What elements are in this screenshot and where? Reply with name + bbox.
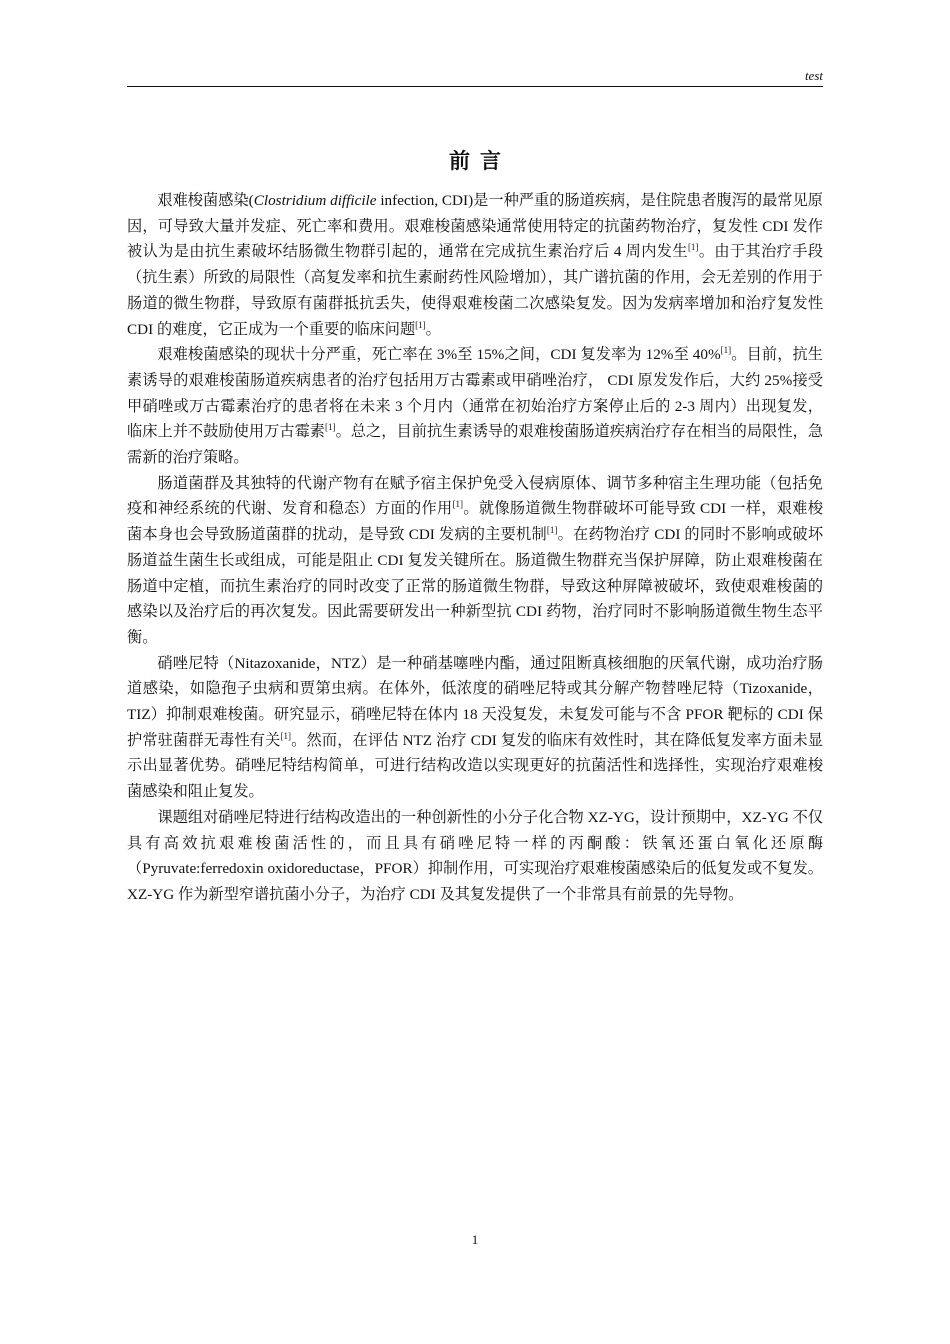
paragraph-text: 。在药物治疗 CDI 的同时不影响或破坏肠道益生菌生长或组成，可能是阻止 CDI 复发关键所在。肠道微生物群充当保护屏障，防止艰难梭菌在肠道中定植，而抗生素治疗的同时改变了正常的肠道微生物群，导致这种屏障被破坏，致使艰难梭菌的感染以及治疗后的再次复发。因此需要研发出一种新型抗 CDI 药物，治疗同时不影响肠道微生物生态平衡。 (127, 526, 824, 646)
citation: [1] (687, 242, 699, 253)
paragraph-text: 。由于其治疗手段（抗生素）所致的局限性（高复发率和抗生素耐药性风险增加），其广谱抗菌的作用，会无差别的作用于肠道的微生物群，导致原有菌群抵抗丢失，使得艰难梭菌二次感染复发。因为发病率增加和治疗复发性 CDI 的难度，它正成为一个重要的临床问题 (127, 243, 824, 338)
paragraph-text: 。然而，在评估 NTZ 治疗 CDI 复发的临床有效性时，其在降低复发率方面未显示出显著优势。硝唑尼特结构简单，可进行结构改造以实现更好的抗菌活性和选择性，实现治疗艰难梭菌感染和阻止复发。 (127, 731, 823, 801)
citation: [1] (546, 525, 558, 536)
citation: [1] (325, 422, 336, 433)
paragraph-text: 艰难梭菌感染( (157, 192, 254, 209)
page-title: 前言 (449, 149, 511, 173)
paragraph-text: 。目前，抗生素诱导的艰难梭菌肠道疾病患者的治疗包括用万古霉素或甲硝唑治疗， CDI 原发发作后，大约 25%接受甲硝唑或万古霉素治疗的患者将在未来 3 个月内（通常在初始治疗方案停止后的 2-3 周内）出现复发，临床上并不鼓励使用万古霉素 (127, 346, 823, 441)
header-rule (127, 86, 823, 87)
body-text (127, 188, 823, 908)
paragraph-text: 肠道菌群及其独特的代谢产物有在赋予宿主保护免受入侵病原体、调节多种宿主生理功能（包括免疫和神经系统的代谢、发育和稳态）方面的作用 (127, 474, 823, 518)
paragraph-text: 艰难梭菌感染的现状十分严重，死亡率在 3%至 15%之间，CDI 复发率为 12%至 40% (157, 346, 721, 364)
species-name: Clostridium difficile (253, 192, 377, 209)
citation: [1] (452, 499, 464, 510)
paragraph-5: 课题组对硝唑尼特进行结构改造出的一种创新性的小分子化合物 XZ-YG，设计预期中，XZ-YG 不仅具有高效抗艰难梭菌活性的，而且具有硝唑尼特一样的丙酮酸：铁氧还蛋白氧化还原酶（Pyruvate:ferredoxin oxidoreductase，PFOR）抑制作用，可实现治疗艰难梭菌感染后的低复发或不复发。XZ-YG 作为新型窄谱抗菌小分子，为治疗 CDI 及其复发提供了一个非常具有前景的先导物。 (127, 808, 823, 903)
paragraph-text: 。总之，目前抗生素诱导的艰难梭菌肠道疾病治疗存在相当的局限性，急需新的治疗策略。 (127, 423, 824, 467)
paragraph-text: 。 (425, 320, 441, 338)
paragraph-1 (127, 188, 823, 342)
paragraph-text: 硝唑尼特（Nitazoxanide，NTZ）是一种硝基噻唑内酯，通过阻断真核细胞的厌氧代谢，成功治疗肠道感染，如隐孢子虫病和贾第虫病。在体外，低浓度的硝唑尼特或其分解产物替唑尼特（Tizoxanide，TIZ）抑制艰难梭菌。研究显示，硝唑尼特在体内 18 天没复发，未复发可能与不含 PFOR 靶标的 CDI 保护常驻菌群无毒性有关 (127, 654, 823, 749)
paragraph-2 (127, 342, 823, 471)
paragraph-3 (127, 471, 823, 651)
running-head: test (804, 68, 823, 83)
paragraph-text: 。就像肠道微生物群破坏可能导致 CDI 一样，艰难梭菌本身也会导致肠道菌群的扰动，是导致 CDI 发病的主要机制 (127, 500, 824, 544)
citation: [1] (280, 730, 291, 741)
citation: [1] (415, 319, 426, 330)
page-number: 1 (471, 1232, 479, 1247)
citation: [1] (720, 345, 732, 356)
paragraph-4 (127, 651, 823, 805)
paragraph-text: infection, CDI)是一种严重的肠道疾病，是住院患者腹泻的最常见原因，可导致大量并发症、死亡率和费用。艰难梭菌感染通常使用特定的抗菌药物治疗，复发性 CDI 发作被认为是由抗生素破坏结肠微生物群引起的，通常在完成抗生素治疗后 4 周内发生 (127, 192, 823, 261)
